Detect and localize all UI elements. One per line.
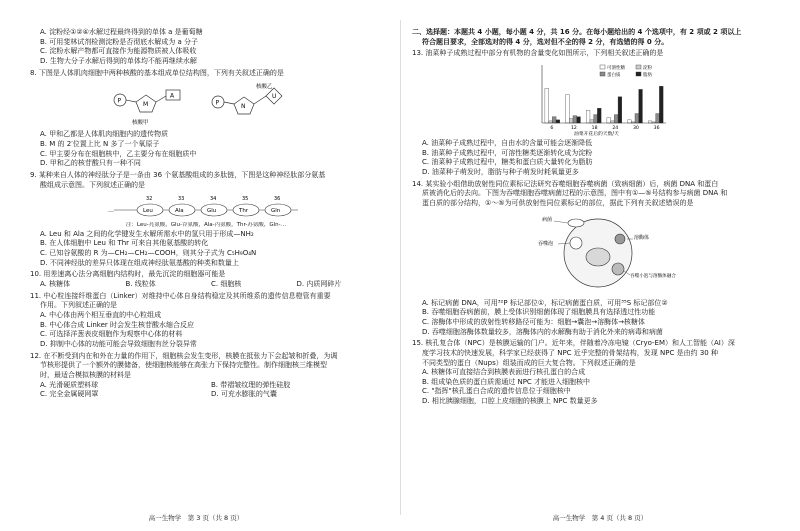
option: C. 可选择洋葱表皮细胞作为观察中心体的材料 (40, 330, 183, 339)
option: D. 内质网碎片 (296, 280, 342, 289)
fig-label: 病菌 (542, 216, 553, 223)
question-stem: 9. 某种来自人体的神经肽分子是一条由 36 个氨基酸组成的多肽链，下图是这种神经肽部分氨基 (30, 170, 326, 179)
residue-32 (137, 196, 163, 216)
option: B. M 的 2′位置上比 N 多了一个氧原子 (40, 139, 160, 148)
option: C. 已知谷氨酸的 R 为—CH₂—CH₂—COOH，则其分子式为 C₅H₉O₄N (40, 249, 257, 258)
residue-name: Leu (143, 208, 153, 215)
bar (594, 115, 598, 123)
bar (659, 86, 663, 123)
legend-swatch (636, 72, 641, 76)
question-stem: 13. 油菜种子成熟过程中部分有机物的含量变化如图所示，下列相关叙述正确的是 (412, 49, 664, 58)
question-stem: 15. 核孔复合体（NPC）是核膜运输的门户。近年来，伴随着冷冻电镜（Cryo-EM）和人工智能（AI）深 (412, 339, 735, 348)
option: C. 油菜种子成熟过程中，糖类和蛋白质大量转化为脂肪 (422, 158, 593, 167)
section-header-line: 二、选择题：本题共 4 小题，每小题 4 分，共 16 分。在每小题给出的 4 个选项中，有 2 项或 2 项以上 (412, 28, 742, 36)
page-divider (400, 20, 401, 515)
option: D. 甲和乙的核苷酸只有一种不同 (40, 159, 141, 168)
phosphate-right-label: P (215, 99, 220, 107)
option: B. 中心体合成 Linker 时会发生核苷酸水缩合反应 (40, 320, 194, 329)
option: D. 油菜种子萌发时，脂肪与种子萌发时耗氧量更多 (422, 167, 579, 176)
residue-number: 34 (210, 196, 217, 203)
residue-35 (233, 196, 259, 216)
phosphate-left-label: P (117, 97, 122, 105)
option: B. 带褶皱纹理的弹性硅胶 (211, 380, 291, 389)
option: A. 淀粉经①②④水解过程最终得到的单体 a 是葡萄糖 (40, 28, 203, 36)
fig-label: 吞噬泡 (538, 240, 554, 247)
bar (607, 118, 611, 123)
bar (552, 117, 556, 123)
option: B. 组成染色质的蛋白质需通过 NPC 才能进入细胞核中 (422, 377, 591, 386)
residue-number: 32 (146, 196, 153, 203)
sugar-n-label: N (241, 103, 246, 111)
page-footer: 高一生物学 第 3 页（共 8 页） (148, 514, 244, 523)
option: D. 相比胰腺细胞，口腔上皮细胞的核膜上 NPC 数量更多 (422, 397, 598, 406)
question-stem: 质被消化后的去向。下图为吞噬细胞吞噬病菌过程的示意图，图中有①—⑤号结构参与病菌 DNA 和 (422, 189, 728, 198)
bar-chart (524, 61, 674, 137)
residue-33 (169, 196, 195, 216)
bar (635, 114, 639, 123)
legend-label: 蛋白质 (607, 72, 621, 78)
legend-swatch (600, 65, 605, 69)
residue-number: 36 (274, 196, 281, 203)
bar (639, 89, 643, 123)
section-header (412, 28, 786, 47)
option: C. 细胞核 (211, 280, 242, 289)
question-stem: 作用。下列叙述正确的是 (40, 301, 117, 310)
legend-label: 脂肪 (643, 72, 652, 78)
bar (628, 120, 632, 123)
right-page (404, 0, 796, 531)
peptide-chain-diagram (106, 192, 306, 220)
question-stem: 11. 中心粒连接纤维蛋白（Linker）对维持中心体自身结构稳定及其所维系的遗传信息橙管有重要 (30, 291, 331, 300)
option: C. 淀粉水解产物都可直接作为能源物质被人体吸收 (40, 47, 197, 56)
nucleic-acid-a-label: 核酸甲 (132, 120, 149, 127)
option: A. 中心体由两个相互垂直的中心粒组成 (40, 311, 162, 320)
sugar-m-label: M (143, 101, 149, 109)
phagocytosis-diagram (514, 211, 684, 297)
option: A. 光滑硬质塑料球 (40, 380, 99, 389)
phagosome (570, 237, 582, 249)
option: B. 线粒体 (125, 280, 156, 289)
bar (556, 120, 560, 123)
x-tick-label: 18 (591, 125, 598, 131)
question-8 (30, 69, 382, 169)
legend-label: 淀粉 (643, 65, 652, 71)
option: A. 油菜种子成熟过程中，自由水的含量可能会逐渐降低 (422, 138, 593, 147)
option: B. 可用斐林试剂检测淀粉是否彻底水解成为 a 分子 (40, 37, 198, 46)
question-stem: 蛋白质的部分结构，①～⑤为可供放射性同位素标记的部位，据此下列有关叙述错误的是 (422, 198, 694, 207)
option: C. "指挥"核孔蛋白合成的遗传信息位于细胞核中 (422, 387, 571, 396)
option: D. 不同神经肽的差异只体现在组成神经肽氨基酸的种类和数量上 (40, 258, 239, 267)
question-stem: 14. 某实验小组借助放射性同位素标记法研究吞噬细胞吞噬病菌（致病细菌）后，病菌 DNA 和蛋白 (412, 179, 719, 188)
x-axis-label: 油菜开花后的天数/天 (574, 131, 619, 137)
bar (586, 110, 590, 123)
option: A. Leu 和 Ala 之间的化学键发生水解所需水中的氢只用于形成—NH₂ (40, 229, 254, 238)
option: A. 标记病菌 DNA，可用³²P 标记部位①，标记病菌蛋白质，可用³⁵S 标记部位② (422, 298, 668, 307)
residue-name: Glu (207, 208, 217, 215)
question-11 (30, 292, 382, 350)
phagolysosome (612, 263, 624, 275)
question-stem: 度学习技术的快速发展，科学家已经获得了 NPC 近乎完整的骨架结构，发现 NPC 是由约 30 种 (422, 348, 718, 357)
option: D. 生物大分子水解后得到的单体均不能再继续水解 (40, 56, 197, 65)
x-tick-label: 12 (571, 125, 577, 131)
option: C. 甲主要分布在细胞核中，乙主要分布在细胞质中 (40, 149, 197, 158)
option: A. 核糖体可直接结合到核膜表面进行核孔蛋白的合成 (422, 368, 586, 377)
question-stem: 8. 下图是人体肌肉细胞中两种核酸的基本组成单位结构图，下列有关叙述正确的是 (30, 68, 284, 77)
bar (549, 121, 553, 123)
bar (597, 108, 601, 123)
nucleus (586, 248, 610, 266)
bar (577, 117, 581, 123)
question-13 (412, 49, 786, 177)
legend-label: 可溶性糖 (607, 65, 625, 71)
x-tick-label: 30 (633, 125, 639, 131)
bar (573, 116, 577, 123)
legend-swatch (600, 72, 605, 76)
question-stem: 不同类型的蛋白（Nups）组装而成的巨大复合物。下列叙述正确的是 (422, 358, 636, 367)
bar (614, 115, 618, 123)
question-stem: 10. 用差速离心法分离细胞内结构时，最先沉淀的细胞器可能是 (30, 270, 226, 279)
option: C. 完全金属硬网罩 (40, 390, 99, 399)
bar (569, 119, 573, 123)
bar (545, 88, 549, 123)
bacterium (568, 219, 584, 227)
option: D. 可充水膨胀的气囊 (211, 390, 277, 399)
question-9 (30, 171, 382, 269)
option: B. 吞噬细胞吞病菌前，膜上受体识别细菌体现了细胞膜具有选择透过性功能 (422, 308, 656, 317)
x-tick-label: 36 (653, 125, 660, 131)
question-stem: 12. 在不断受到内在和外在力量的作用下，细胞核会发生变形，核膜在抵张力下会起皱和折叠，为调 (30, 351, 338, 360)
residue-36 (265, 196, 291, 216)
bar (656, 114, 660, 123)
fig-label: 溶酶体 (634, 234, 650, 241)
x-tick-label: 24 (612, 125, 619, 131)
residue-34 (201, 196, 227, 216)
question-stem: 节核形提供了一个额外的膜储备，使细胞核能够在高张力下保持完整性。制作细胞核三维模型 (40, 361, 327, 370)
option: C. 溶酶体中形成的放射性转移路径可能为：细胞→囊泡→溶酶体→核糖体 (422, 317, 645, 326)
bar (611, 121, 615, 123)
fig-label: 吞噬小泡与溶酶体融合 (630, 273, 676, 279)
nucleic-acid-b-label: 核酸乙 (256, 84, 273, 91)
residue-name: Ala (175, 208, 184, 215)
option: B. 在人体细胞中 Leu 和 Thr 可来自其他氨基酸的转化 (40, 239, 209, 248)
left-page (0, 0, 392, 531)
nucleotide-diagram (106, 80, 306, 128)
base-a-label: A (170, 92, 175, 100)
bar (566, 95, 570, 123)
option: D. 抑制中心体的功能可能会导致细胞有丝分裂异常 (40, 340, 197, 349)
base-u-label: U (272, 93, 277, 101)
residue-number: 35 (242, 196, 249, 203)
section-header-line: 符合题目要求，全部选对的得 4 分，选对但不全的得 2 分，有选错的得 0 分。 (422, 37, 669, 46)
option: A. 核糖体 (40, 280, 71, 289)
bar (590, 120, 594, 123)
x-tick-label: 6 (550, 125, 554, 131)
option: B. 油菜种子成熟过程中，可溶性糖类逐渐转化成为淀粉 (422, 148, 593, 157)
lysosome (615, 234, 625, 244)
question-14 (412, 180, 786, 338)
bar (648, 121, 652, 123)
question-stem: 时，最适合模拟核膜的材料是 (40, 370, 131, 379)
legend (600, 64, 652, 78)
svg-text:…: … (108, 207, 114, 215)
figure-note: 注：Leu-亮氨酸，Glu-谷氨酸，Ala-丙氨酸，Thr-苏氨酸，Gln-… (125, 222, 287, 229)
page-footer: 高一生物学 第 4 页（共 8 页） (552, 514, 648, 523)
residue-name: Thr (239, 208, 249, 215)
bar (618, 97, 622, 123)
legend-swatch (636, 65, 641, 69)
option: D. 吞噬细胞溶酶体数量较多，溶酶体内的水解酶有助于消化外来的病毒和病菌 (422, 327, 663, 336)
residue-number: 33 (178, 196, 185, 203)
prev-question-options (30, 28, 382, 67)
question-10 (30, 270, 382, 289)
option: A. 甲和乙都是人体肌肉细胞内的遗传物质 (40, 130, 169, 139)
residue-name: Gln (271, 208, 281, 215)
question-stem: 酸组成示意图。下列叙述正确的是 (40, 180, 145, 189)
question-12 (30, 352, 382, 400)
question-15 (412, 339, 786, 407)
